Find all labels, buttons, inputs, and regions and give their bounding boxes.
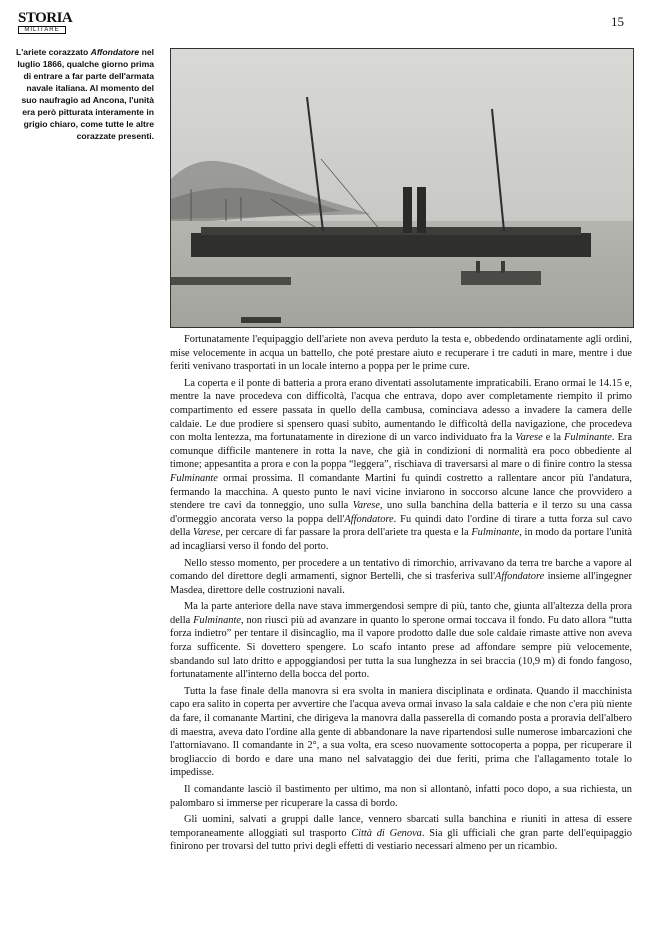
- text-run: insieme all'ingegner Masdea, direttore delle costruzioni navali.: [170, 571, 632, 596]
- caption-text-end: nel luglio 1866, qualche giorno prima di entrare a far parte dell'armata navale italiana. Al momento del suo naufragio ad Ancona, l'unità era però pitturata interamente in grigio chiaro, come tutte le altre corazzate presenti.: [17, 47, 154, 141]
- text-run: Gli uomini, salvati a gruppi dalle lance, vennero sbarcati sulla banchina e riuniti in attesa di essere temporaneamente alloggiati sul trasporto: [170, 814, 632, 839]
- italic-term: Varese: [352, 500, 380, 512]
- italic-term: Affondatore: [344, 513, 394, 525]
- text-run: . Era comunque difficile mantenere in rotta la nave, che già in condizioni di normalità era poco obbediente al timone; appesantita a prora e con la poppa “leggera”, rischiava di traversarsi al mare o di finire contro la stessa: [170, 432, 633, 471]
- text-run: , in modo da portare l'unità ad incagliarsi verso il fondo del porto.: [170, 527, 632, 552]
- magazine-logo: [18, 10, 73, 34]
- paragraph: [170, 377, 632, 554]
- italic-term: Fulminante: [193, 614, 241, 626]
- italic-term: Fulminante: [564, 432, 612, 444]
- text-run: Ma la parte anteriore della nave stava immergendosi sempre di più, tanto che, giunta all'altezza della prora della: [170, 601, 632, 626]
- photo-illustration: [171, 49, 633, 327]
- text-run: ormai prossima. Il comandante Martini fu quindi costretto a rallentare ancor più l'andatura, fermando la macchina. A questo punto le navi vicine inviarono in soccorso alcune lance che provvidero a stendere tre cavi da tonneggio, uno sulla: [170, 472, 632, 512]
- logo-title: STORIA: [18, 10, 73, 26]
- text-run: e la: [542, 432, 565, 444]
- paragraph: [170, 333, 632, 374]
- paragraph: [170, 813, 632, 854]
- text-run: , uno sulla banchina della batteria e il terzo su una cassa d'ormeggio ancorata verso la poppa dell': [170, 500, 632, 525]
- logo-subtitle: MILITARE: [18, 26, 66, 34]
- text-run: Il comandante lasciò il bastimento per ultimo, ma non si allontanò, infatti poco dopo, a sua richiesta, un palombaro si immerse per ricuperare la cassa di bordo.: [170, 784, 632, 809]
- text-run: . Fu quindi dato l'ordine di tirare a tutta forza sul cavo della: [170, 513, 632, 539]
- text-run: Nello stesso momento, per procedere a un tentativo di rimorchio, arrivavano da terra tre barche a vapore al comando del direttore degli armamenti, signor Bertelli, che si trasferiva sull': [170, 557, 632, 583]
- italic-term: Città di Genova: [351, 827, 422, 839]
- text-run: , per cercare di far passare la prora dell'ariete tra questa e la: [220, 527, 472, 539]
- paragraph: [170, 600, 632, 682]
- photo-caption: [10, 46, 154, 142]
- article-body: [170, 333, 632, 857]
- caption-text-start: L'ariete corazzato: [16, 47, 91, 57]
- text-run: Tutta la fase finale della manovra si era svolta in maniera disciplinata e ordinata. Quando il macchinista capo era salito in coperta per avvertire che l'acqua aveva ormai invaso la sala caldaie e che non c'era più niente da fare, il comanante Martini, che dirigeva la manovra dalla passerella di comando posta a proravia dell'albero di maestra, aveva dato l'ordine alla gente di abbandonare la nave ripartendosi sulle numerose imbarcazioni che l'attorniavano. Il comandante in 2°, a sua volta, era sceso nuovamente sottocoperta a poppa, per ricuperare il brogliaccio di bordo e dare una mano nel salvataggio dei due feriti, prima che l'allagamento totale lo impedisse.: [170, 685, 632, 779]
- text-run: , non riuscì più ad avanzare in quanto lo sperone ormai toccava il fondo. Fu dato allora “tutta forza indietro” per tentare il disincaglio, ma il vapore prodotto dalle due sole caldaie rimaste attive non aveva forza sufficente. Si dovettero spengere. Lo scafo intanto prese ad affondare sempre più velocemente, sbandando sul lato dritto e appoggiandosi per tutta la sua lunghezza in sei braccia (10,9 m) di fondo fangoso, fortunatamente all'interno della bocca del porto.: [170, 614, 632, 681]
- text-run: . Sia gli ufficiali che gran parte dell'equipaggio finirono per trovarsi del tutto privi degli effetti di vestiario necessari almeno per un ricambio.: [170, 827, 632, 853]
- paragraph: [170, 783, 632, 810]
- text-run: Fortunatamente l'equipaggio dell'ariete non aveva perduto la testa e, obbedendo ordinatamente agli ordini, mise velocemente in acqua un battello, che poté prestare aiuto e recuperare i tre caduti in mare, mentre i due feriti venivano trasportati in un locale interno a poppa per le prime cure.: [170, 334, 632, 373]
- text-run: La coperta e il ponte di batteria a prora erano diventati assolutamente impraticabili. Erano ormai le 14.15 e, mentre la nave procedeva con difficoltà, l'acqua che entrava, dopo aver completamente riempito il primo compartimento ed essere passata in quello della cambusa, cominciava adesso a invadere la camera delle caldaie. Le due prodiere si spensero quasi subito, aumentando le difficoltà della navigazione, che procedeva con molta lentezza, ma fortunatamente in direzione di un varco individuato fra la: [170, 377, 632, 444]
- italic-term: Varese: [515, 432, 543, 444]
- italic-term: Affondatore: [495, 571, 545, 583]
- italic-term: Fulminante: [170, 472, 218, 484]
- italic-term: Varese: [192, 527, 221, 539]
- page-number: 15: [611, 14, 624, 29]
- historical-photo-ironclad: [170, 48, 634, 328]
- paragraph: [170, 557, 632, 598]
- paragraph: [170, 685, 632, 780]
- caption-ship-name: Affondatore: [90, 47, 140, 57]
- italic-term: Fulminante: [471, 527, 520, 539]
